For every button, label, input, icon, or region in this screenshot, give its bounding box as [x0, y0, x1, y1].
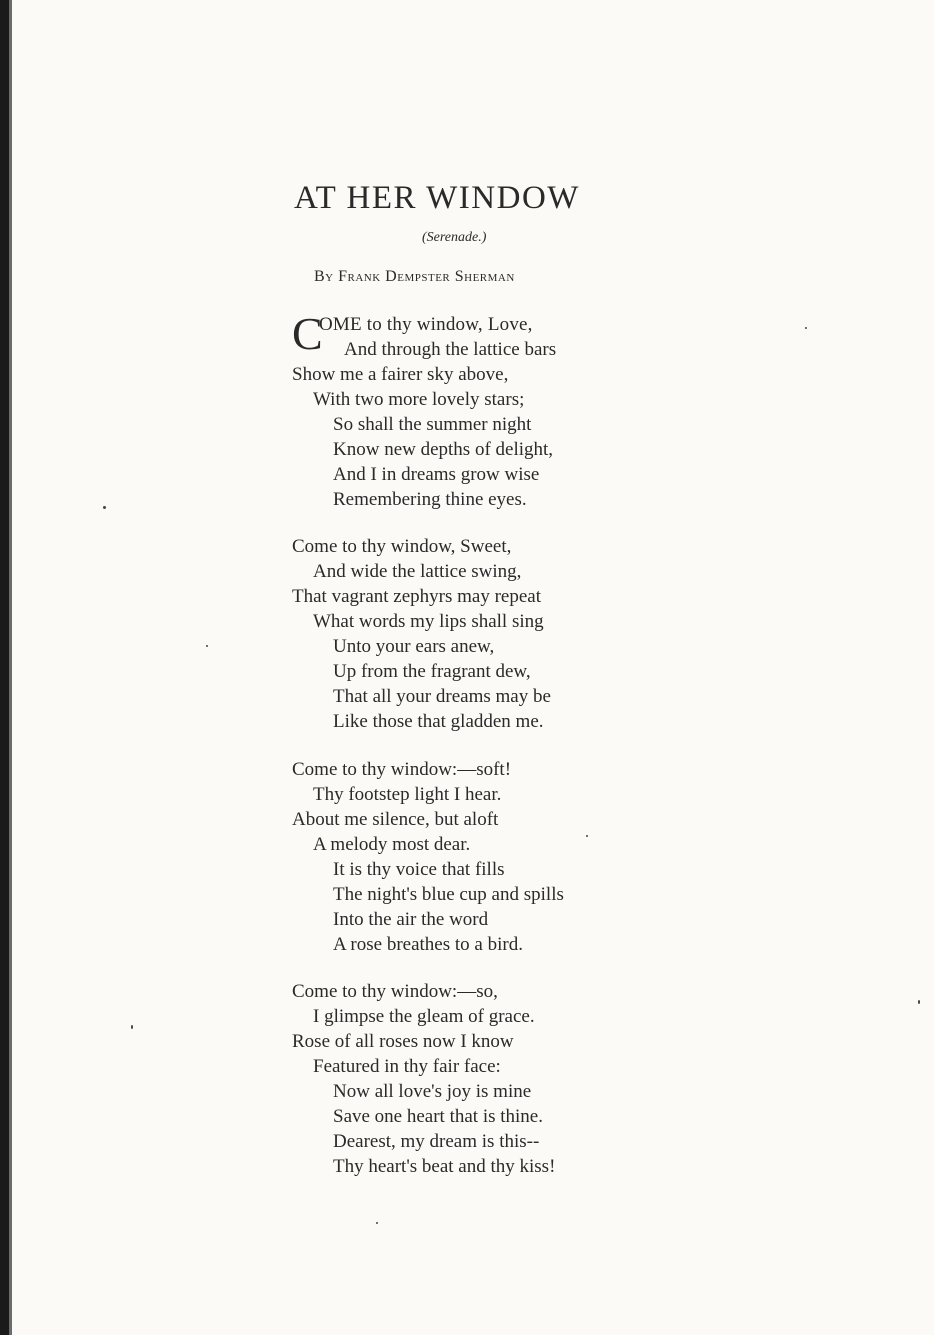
poem-line: Show me a fairer sky above, — [292, 364, 509, 385]
poem-line: Save one heart that is thine. — [333, 1106, 543, 1127]
poem-line: Featured in thy fair face: — [313, 1056, 501, 1077]
poem-line: About me silence, but aloft — [292, 809, 499, 830]
poem-line: Know new depths of delight, — [333, 439, 554, 460]
poem-line: That vagrant zephyrs may repeat — [292, 586, 541, 607]
poem-line: OME to thy window, Love, — [319, 314, 533, 335]
scan-speck — [103, 506, 106, 509]
poem-line: Now all love's joy is mine — [333, 1081, 532, 1102]
poem-line: It is thy voice that fills — [333, 859, 505, 880]
scan-speck — [918, 1000, 920, 1004]
scan-speck — [805, 327, 807, 329]
poem-line: What words my lips shall sing — [313, 611, 544, 632]
poem-line: Come to thy window, Sweet, — [292, 536, 512, 557]
poem-line: The night's blue cup and spills — [333, 884, 564, 905]
scan-edge-shadow — [0, 0, 9, 1335]
poem-line: Up from the fragrant dew, — [333, 661, 531, 682]
scan-speck — [206, 645, 208, 647]
poem-line: Thy footstep light I hear. — [313, 784, 502, 805]
scan-speck — [131, 1025, 133, 1029]
poem-line: With two more lovely stars; — [313, 389, 525, 410]
drop-cap: C — [292, 308, 323, 359]
poem-line: Rose of all roses now I know — [292, 1031, 514, 1052]
scan-speck — [376, 1222, 378, 1224]
poem-title: AT HER WINDOW — [294, 180, 580, 216]
poem-line: A melody most dear. — [313, 834, 471, 855]
scan-edge-shadow-inner — [9, 0, 12, 1335]
poem-byline: By Frank Dempster Sherman — [314, 268, 515, 285]
poem-line: Thy heart's beat and thy kiss! — [333, 1156, 556, 1177]
poem-line: So shall the summer night — [333, 414, 532, 435]
poem-line: Come to thy window:—so, — [292, 981, 498, 1002]
poem-line: I glimpse the gleam of grace. — [313, 1006, 535, 1027]
poem-line: That all your dreams may be — [333, 686, 551, 707]
poem-line: Unto your ears anew, — [333, 636, 495, 657]
poem-line: A rose breathes to a bird. — [333, 934, 523, 955]
poem-line: Dearest, my dream is this-- — [333, 1131, 540, 1152]
poem-line: And wide the lattice swing, — [313, 561, 522, 582]
poem-line: And I in dreams grow wise — [333, 464, 540, 485]
poem-line: Come to thy window:—soft! — [292, 759, 512, 780]
poem-line: Like those that gladden me. — [333, 711, 544, 732]
poem-line: And through the lattice bars — [344, 339, 557, 360]
scan-speck — [586, 835, 588, 837]
poem-line: Into the air the word — [333, 909, 489, 930]
poem-line: Remembering thine eyes. — [333, 489, 527, 510]
poem-subtitle: (Serenade.) — [422, 230, 487, 245]
